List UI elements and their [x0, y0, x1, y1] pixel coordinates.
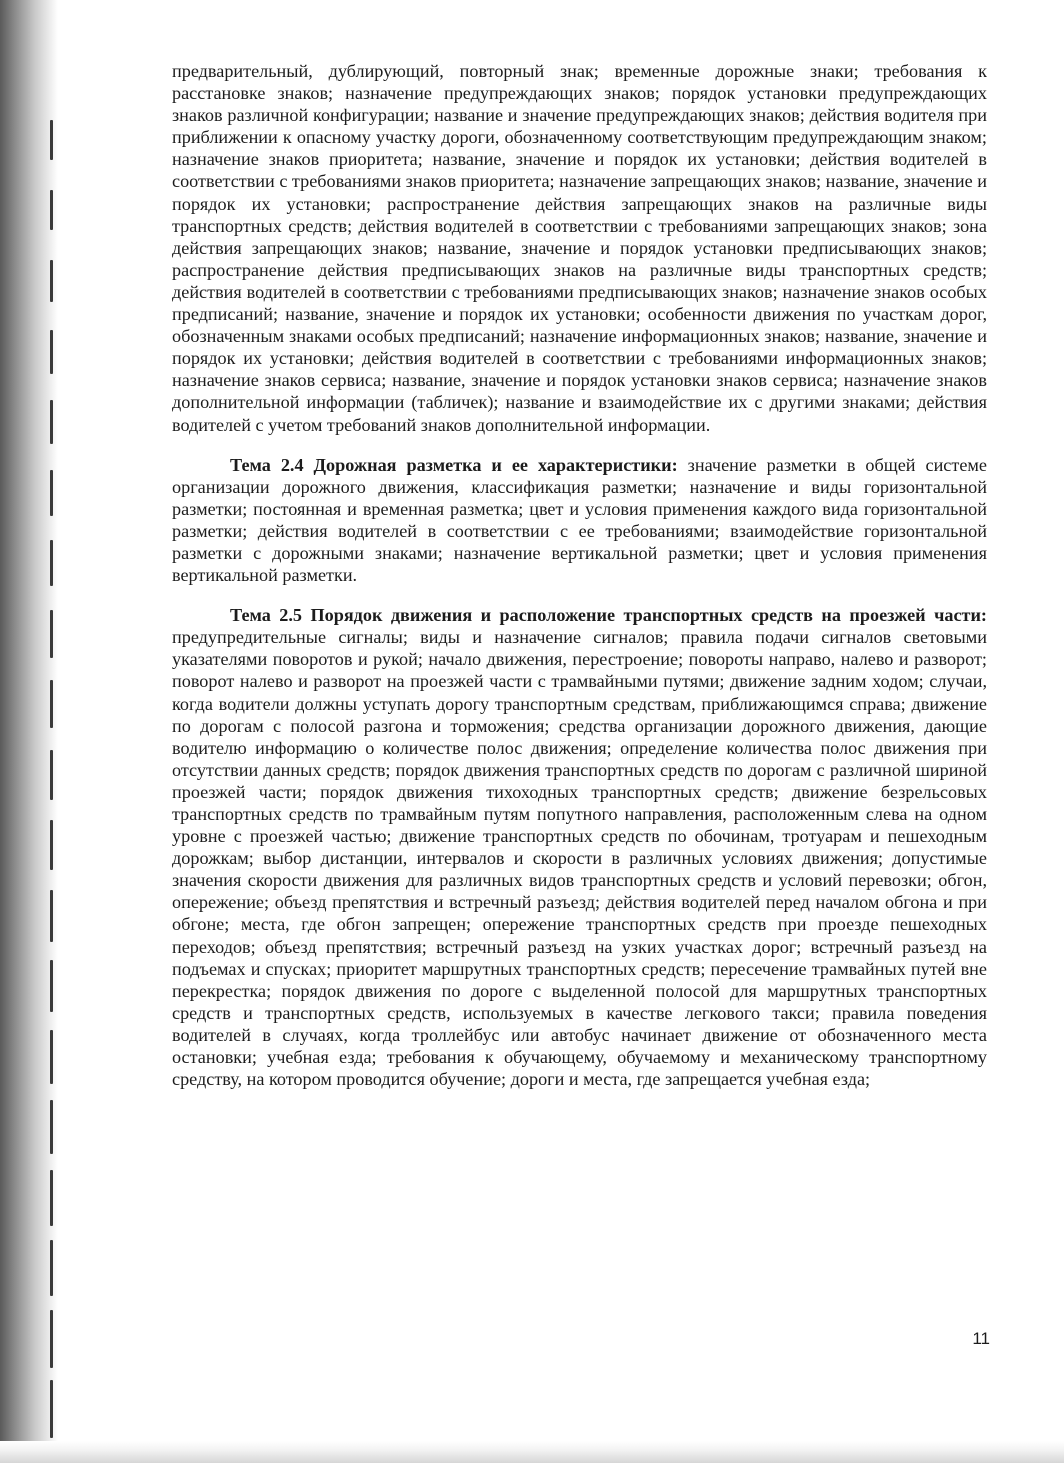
scan-bottom-edge — [0, 1441, 1064, 1463]
topic-2-5-heading: Тема 2.5 Порядок движения и расположение транспортных средств на проезжей части: — [230, 605, 987, 626]
page-number: 11 — [972, 1329, 990, 1348]
binding-holes — [50, 120, 64, 1440]
topic-2-4-heading: Тема 2.4 Дорожная разметка и ее характеристики: — [230, 454, 678, 475]
topic-2-4-paragraph — [172, 454, 987, 587]
topic-2-5-text: предупредительные сигналы; виды и назначение сигналов; правила подачи сигналов световыми указателями поворотов и рукой; начало движения, перестроение; повороты направо, налево и разворот; поворот налево и разворот на проезжей части с трамвайными путями; движение задним ходом; случаи, когда водители должны уступать дорогу транспортным средствам, приближающимся справа; движение по дорогам с полосой разгона и торможения; средства организации дорожного движения, дающие водителю информацию о количестве полос движения; определение количества полос движения при отсутствии данных средств; порядок движения транспортных средств по дорогам с различной шириной проезжей части; порядок движения тихоходных транспортных средств; движение безрельсовых транспортных средств по трамвайным путям попутного направления, расположенным слева на одном уровне с проезжей частью; движение транспортных средств по обочинам, тротуарам и пешеходным дорожкам; выбор дистанции, интервалов и скорости в различных условиях движения; допустимые значения скорости движения для различных видов транспортных средств и условий перевозки; обгон, опережение; объезд препятствия и встречный разъезд; действия водителей перед началом обгона и при обгоне; места, где обгон запрещен; опережение транспортных средств при проезде пешеходных переходов; объезд препятствия; встречный разъезд на узких участках дорог; встречный разъезд на подъемах и спусках; приоритет маршрутных транспортных средств; пересечение трамвайных путей вне перекрестка; порядок движения по дороге с выделенной полосой для маршрутных транспортных средств и транспортных средств, используемых в качестве легкового такси; правила поведения водителей в случаях, когда троллейбус или автобус начинает движение от обозначенного места остановки; учебная езда; требования к обучающему, обучаемому и механическому транспортному средству, на котором проводится обучение; дороги и места, где запрещается учебная езда; — [172, 627, 987, 1090]
intro-paragraph: предварительный, дублирующий, повторный знак; временные дорожные знаки; требования к расстановке знаков; назначение предупреждающих знаков; порядок установки предупреждающих знаков различной конфигурации; название и значение предупреждающих знаков; действия водителя при приближении к опасному участку дороги, обозначенному соответствующим предупреждающим знаком; назначение знаков приоритета; название, значение и порядок их установки; действия водителей в соответствии с требованиями знаков приоритета; назначение запрещающих знаков; название, значение и порядок их установки; распространение действия запрещающих знаков на различные виды транспортных средств; действия водителей в соответствии с требованиями запрещающих знаков; зона действия запрещающих знаков; название, значение и порядок установки предписывающих знаков; распространение действия предписывающих знаков на различные виды транспортных средств; действия водителей в соответствии с требованиями предписывающих знаков; назначение знаков особых предписаний; название, значение и порядок их установки; особенности движения по участкам дорог, обозначенным знаками особых предписаний; назначение информационных знаков; название, значение и порядок их установки; действия водителей в соответствии с требованиями информационных знаков; назначение знаков сервиса; название, значение и порядок установки знаков сервиса; назначение знаков дополнительной информации (табличек); название и взаимодействие их с другими знаками; действия водителей с учетом требований знаков дополнительной информации. — [172, 61, 987, 435]
topic-2-5-paragraph — [172, 604, 987, 1090]
topic-2-4-text: значение разметки в общей системе организации дорожного движения, классификация разметки; назначение и виды горизонтальной разметки; постоянная и временная разметка; цвет и условия применения каждого вида горизонтальной разметки; действия водителей в соответствии с ее требованиями; взаимодействие горизонтальной разметки с дорожными знаками; назначение вертикальной разметки; цвет и условия применения вертикальной разметки. — [172, 454, 987, 586]
document-page — [172, 60, 987, 1090]
